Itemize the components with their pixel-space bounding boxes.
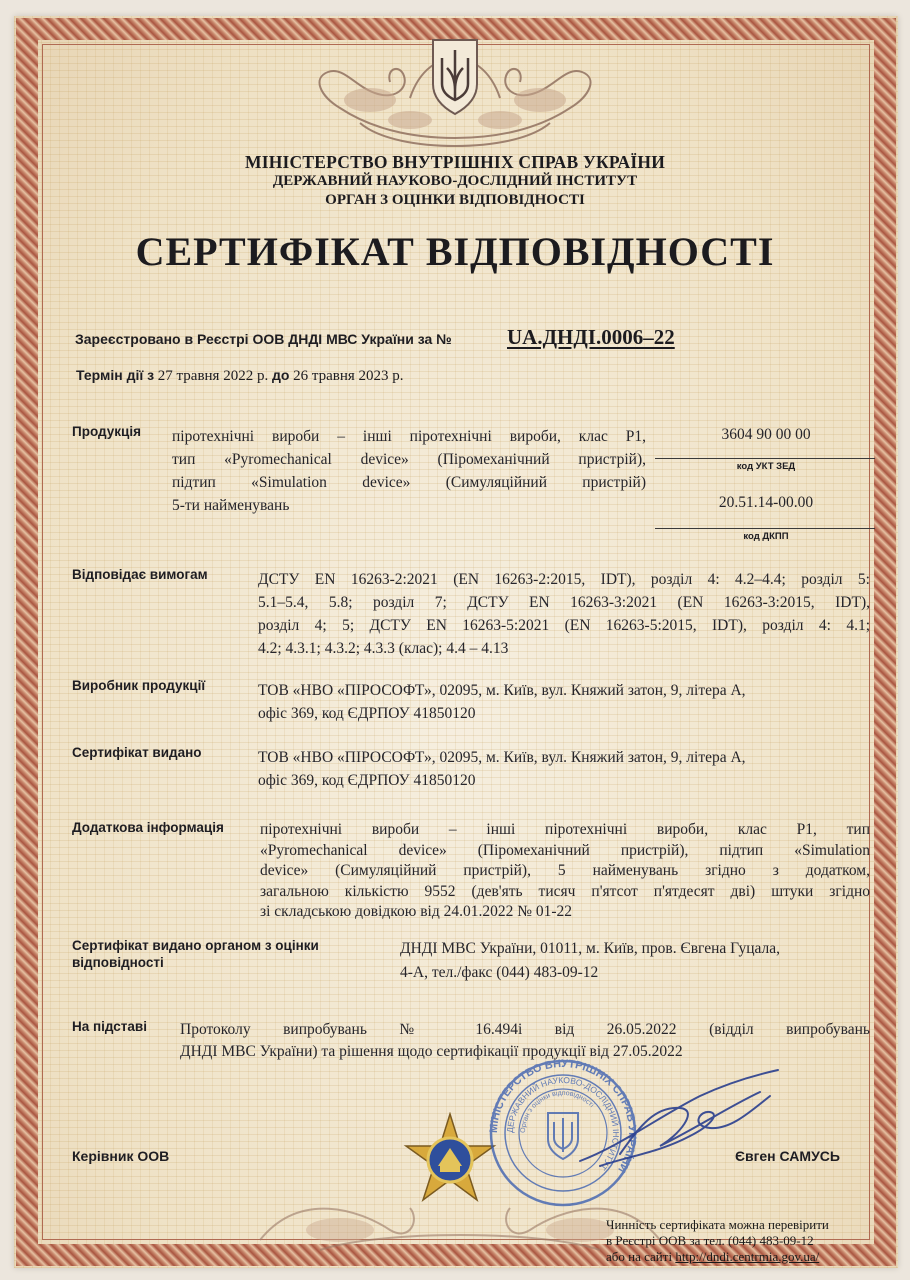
validity-line: Термін дії з 27 травня 2022 р. до 26 травня 2023 р. bbox=[76, 367, 404, 384]
dkpp-code: 20.51.14-00.00 bbox=[718, 494, 814, 511]
issuing-body-label: Сертифікат видано органом з оцінки відповідності bbox=[72, 938, 319, 970]
manufacturer-text: ТОВ «НВО «ПІРОСОФТ», 02095, м. Київ, вул. Княжий затон, 9, літера А, офіс 369, код ЄДРПОУ 41850120 bbox=[258, 682, 746, 722]
additional-label: Додаткова інформація bbox=[72, 820, 224, 835]
svg-text:МІНІСТЕРСТВО ВНУТРІШНІХ СПРАВ: МІНІСТЕРСТВО ВНУТРІШНІХ СПРАВ УКРАЇНИ bbox=[487, 1058, 639, 1175]
ukt-label: код УКТ ЗЕД bbox=[736, 461, 796, 472]
signatory-role: Керівник ООВ bbox=[72, 1148, 170, 1164]
page-title: СЕРТИФІКАТ ВІДПОВІДНОСТІ bbox=[135, 229, 775, 274]
registry-label: Зареєстровано в Реєстрі ООВ ДНДІ МВС України за № bbox=[75, 331, 452, 347]
ukt-code: 3604 90 00 00 bbox=[721, 426, 811, 443]
signatory-name: Євген САМУСЬ bbox=[735, 1148, 840, 1164]
institute-heading: ДЕРЖАВНИЙ НАУКОВО-ДОСЛІДНИЙ ІНСТИТУТ bbox=[272, 173, 638, 189]
manufacturer-label: Виробник продукції bbox=[72, 678, 206, 693]
svg-text:ДЕРЖАВНИЙ НАУКОВО-ДОСЛІДНИЙ ІН: ДЕРЖАВНИЙ НАУКОВО-ДОСЛІДНИЙ ІНСТИТУТ bbox=[504, 1074, 622, 1173]
ministry-heading: МІНІСТЕРСТВО ВНУТРІШНІХ СПРАВ УКРАЇНИ bbox=[245, 152, 665, 172]
verification-notice: Чинність сертифіката можна перевірити в Реєстрі ООВ за тел. (044) 483-09-12 або на сайті http://dndi.centrmia.gov.ua/ bbox=[606, 1217, 829, 1264]
coat-of-arms-ornament bbox=[300, 28, 610, 148]
tryzub-icon bbox=[433, 40, 477, 114]
requirements-label: Відповідає вимогам bbox=[72, 567, 208, 582]
verification-url[interactable]: http://dndi.centrmia.gov.ua/ bbox=[675, 1249, 820, 1264]
product-text: піротехнічні вироби – інші піротехнічні вироби, клас Р1, тип «Pyromechanical device» (Піромеханічний пристрій), підтип «Simulation device» (Симуляційний пристрій) 5-ти найменувань bbox=[172, 428, 646, 514]
additional-text: піротехнічні вироби – інші піротехнічні вироби, клас Р1, тип «Pyromechanical device» (Піромеханічний пристрій), підтип «Simulation device» (Симуляційний пристрій), 5 найменувань згідно з додатком, загальною кількістю 9552 (дев'ять тисяч п'ятсот п'ятдесят дві) штуки згідно зі складською довідкою від 24.01.2022 № 01-22 bbox=[260, 821, 870, 920]
basis-text: Протоколу випробувань № 16.494і від 26.05.2022 (відділ випробувань ДНДІ МВС України) та рішення щодо сертифікації продукції від 27.05.2022 bbox=[180, 1021, 870, 1060]
svg-text:Орган з оцінки відповідності: Орган з оцінки відповідності bbox=[519, 1089, 595, 1134]
basis-label: На підставі bbox=[72, 1019, 147, 1034]
issued-to-text: ТОВ «НВО «ПІРОСОФТ», 02095, м. Київ, вул. Княжий затон, 9, літера А, офіс 369, код ЄДРПОУ 41850120 bbox=[258, 749, 746, 789]
requirements-text: ДСТУ EN 16263-2:2021 (EN 16263-2:2015, IDT), розділ 4: 4.2–4.4; розділ 5: 5.1–5.4, 5.8; розділ 7; ДСТУ EN 16263-3:2021 (EN 16263-3:2015, IDT), розділ 4; 5; ДСТУ EN 16263-5:2021 (EN 16263-5:2015, IDT), розділ 4: 4.1; 4.2; 4.3.1; 4.3.2; 4.3.3 (клас); 4.4 – 4.13 bbox=[258, 571, 870, 657]
product-label: Продукція bbox=[72, 424, 141, 439]
body-heading: ОРГАН З ОЦІНКИ ВІДПОВІДНОСТІ bbox=[325, 192, 585, 208]
dkpp-rule bbox=[655, 528, 875, 529]
dkpp-label: код ДКПП bbox=[743, 531, 789, 542]
issued-to-label: Сертифікат видано bbox=[72, 745, 202, 760]
registry-number: UA.ДНДІ.0006–22 bbox=[507, 325, 675, 349]
ukt-rule bbox=[655, 458, 875, 459]
issuing-body-text: ДНДІ МВС України, 01011, м. Київ, пров. Євгена Гуцала, 4-А, тел./факс (044) 483-09-12 bbox=[400, 940, 781, 981]
